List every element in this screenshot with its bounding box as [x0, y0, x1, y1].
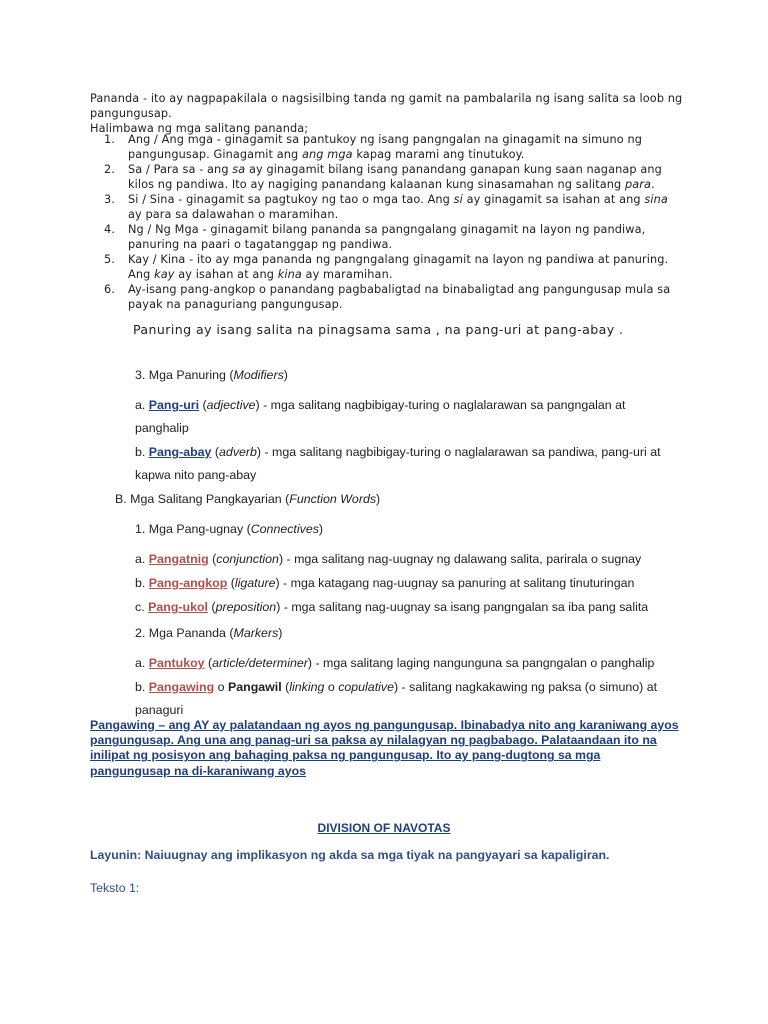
item-text: (: [204, 656, 213, 670]
pang-ukol-definition: [135, 600, 648, 614]
list-text: .: [651, 178, 655, 191]
item-text: o: [324, 680, 339, 694]
list-number: 3.: [104, 193, 115, 206]
pangatnig-definition: [135, 552, 641, 566]
list-item: [90, 252, 680, 282]
heading-text: ): [278, 626, 283, 640]
pangatnig-link[interactable]: Pangatnig: [148, 552, 209, 566]
list-text: kapag marami ang tinutukoy.: [352, 148, 525, 161]
item-letter: a.: [135, 656, 149, 670]
layunin-text: Layunin: Naiuugnay ang implikasyon ng akda sa mga tiyak na pangyayari sa kapaligiran.: [90, 848, 610, 862]
heading-text: 2. Mga Pananda (: [135, 626, 234, 640]
list-text: ay maramihan.: [301, 268, 393, 281]
item-letter: b.: [135, 680, 149, 694]
heading-text: ): [283, 368, 288, 382]
heading-text: ): [376, 492, 381, 506]
list-emphasis: ang mga: [302, 148, 353, 161]
list-text: Sa / Para sa - ang: [128, 163, 233, 176]
list-item: [90, 162, 680, 192]
list-text: ay ginagamit sa isahan at ang: [462, 193, 645, 206]
item-text: ) - mga salitang nagbibigay-turing o naglalarawan sa pandiwa, pang-uri at: [256, 445, 661, 459]
item-emphasis: preposition: [215, 600, 277, 614]
pantukoy-definition: [135, 656, 654, 670]
heading-text: B. Mga Salitang Pangkayarian (: [115, 492, 290, 506]
list-text: ay isahan at ang: [174, 268, 278, 281]
pantukoy-link[interactable]: Pantukoy: [148, 656, 205, 670]
modifiers-heading: [135, 368, 288, 382]
list-text: Ng / Ng Mga - ginagamit bilang pananda sa pangngalang ginagamit na layon ng pandiwa, panuring na paari o tagatanggap ng pandiwa.: [128, 223, 646, 251]
item-text: ) - salitang nagkakawing ng paksa (o simuno) at: [393, 680, 658, 694]
list-item: [90, 192, 680, 222]
pananda-definition: Pananda - ito ay nagpapakilala o nagsisilbing tanda ng gamit na pambalarila ng isang salita sa loob ng pangungusap.: [90, 92, 683, 120]
item-letter: b.: [135, 576, 149, 590]
item-text: o: [214, 680, 228, 694]
list-item: [90, 222, 680, 252]
function-words-heading: [115, 492, 380, 506]
item-letter: b.: [135, 445, 149, 459]
list-item: [90, 282, 680, 312]
item-letter: a.: [135, 552, 149, 566]
division-heading: DIVISION OF NAVOTAS: [317, 821, 451, 835]
item-emphasis: ligature: [234, 576, 276, 590]
list-text: ay para sa dalawahan o maramihan.: [128, 208, 339, 221]
pangawing-continuation: panaguri: [135, 703, 184, 717]
item-emphasis: conjunction: [216, 552, 279, 566]
markers-heading: [135, 626, 282, 640]
item-text: (: [207, 600, 216, 614]
heading-emphasis: Function Words: [289, 492, 377, 506]
list-number: 4.: [104, 223, 115, 236]
item-text: ) - mga salitang nagbibigay-turing o naglalarawan sa pangngalan at: [255, 398, 626, 412]
item-text: ) - mga salitang nag-uugnay sa isang pangngalan sa iba pang salita: [276, 600, 649, 614]
heading-text: 1. Mga Pang-ugnay (: [135, 522, 251, 536]
list-number: 5.: [104, 253, 115, 266]
list-item: [90, 132, 680, 162]
item-text: ) - mga katagang nag-uugnay sa panuring at salitang tinuturingan: [275, 576, 635, 590]
item-emphasis: copulative: [338, 680, 394, 694]
list-text: Kay / Kina - ito ay mga pananda ng pangngalang ginagamit na layon ng pandiwa at panuring. Ang: [128, 253, 669, 281]
pananda-list: [90, 132, 680, 312]
heading-emphasis: Connectives: [250, 522, 319, 536]
list-text: Ay-isang pang-angkop o panandang pagbabaligtad na binabaligtad ang pangungusap mula sa payak na panaguriang pangungusap.: [128, 283, 671, 311]
intro-text: [90, 91, 690, 136]
pang-abay-definition: [135, 445, 661, 459]
panuring-note: Panuring ay isang salita na pinagsama sama , na pang-uri at pang-abay .: [133, 322, 624, 337]
item-text: (: [227, 576, 235, 590]
item-text: ) - mga salitang nag-uugnay ng dalawang salita, parirala o sugnay: [278, 552, 642, 566]
item-letter: c.: [135, 600, 149, 614]
halimbawa-heading: Halimbawa ng mga salitang pananda;: [90, 122, 309, 135]
item-emphasis: article/determiner: [212, 656, 308, 670]
item-emphasis: adverb: [219, 445, 257, 459]
teksto-label: Teksto 1:: [90, 881, 140, 895]
item-text: (: [208, 552, 217, 566]
connectives-heading: [135, 522, 323, 536]
list-number: 2.: [104, 163, 115, 176]
pang-ukol-link[interactable]: Pang-ukol: [148, 600, 208, 614]
pangawing-definition: [135, 680, 657, 694]
heading-emphasis: Markers: [233, 626, 279, 640]
item-emphasis: adjective: [206, 398, 256, 412]
pang-angkop-link[interactable]: Pang-angkop: [148, 576, 228, 590]
list-emphasis: si: [453, 193, 463, 206]
list-number: 1.: [104, 133, 115, 146]
pang-uri-continuation: panghalip: [135, 421, 189, 435]
item-text: ) - mga salitang laging nangunguna sa pangngalan o panghalip: [307, 656, 655, 670]
list-emphasis: para: [625, 178, 652, 191]
heading-text: 3. Mga Panuring (: [135, 368, 234, 382]
heading-emphasis: Modifiers: [233, 368, 284, 382]
heading-text: ): [318, 522, 324, 536]
pangawil-term: Pangawil: [227, 680, 282, 694]
list-emphasis: sina: [644, 193, 668, 206]
item-letter: a.: [135, 398, 149, 412]
list-text: ay ginagamit bilang isang panandang ganapan kung saan naganap ang kilos ng pandiwa. Ito ay nagiging panandang kalaanan kung sinasamahan ng salitang: [128, 163, 662, 191]
list-emphasis: kay: [154, 268, 175, 281]
list-emphasis: sa: [232, 163, 246, 176]
pang-abay-continuation: kapwa nito pang-abay: [135, 468, 257, 482]
item-text: (: [199, 398, 207, 412]
pang-abay-link[interactable]: Pang-abay: [148, 445, 212, 459]
list-text: Ang / Ang mga - ginagamit sa pantukoy ng isang pangngalan na ginagamit na simuno ng pangungusap. Ginagamit ang: [128, 133, 643, 161]
pang-angkop-definition: [135, 576, 634, 590]
pangawing-paragraph: Pangawing – ang AY ay palatandaan ng ayos ng pangungusap. Ibinabadya nito ang karaniwang ayos pangungusap. Ang una ang panag-uri sa paksa ay nilalagyan ng pagbabago. Palataandaan ito na inilipat ng posisyon ang bahaging paksa ng pangungusap. Ito ay pang-dugtong sa mga pangungusap na di-karaniwang ayos: [90, 718, 679, 778]
pang-uri-link[interactable]: Pang-uri: [148, 398, 200, 412]
item-text: (: [211, 445, 220, 459]
list-emphasis: kina: [277, 268, 302, 281]
item-emphasis: linking: [289, 680, 325, 694]
list-number: 6.: [104, 283, 115, 296]
pang-uri-definition: [135, 398, 625, 412]
list-text: Si / Sina - ginagamit sa pagtukoy ng tao o mga tao. Ang: [128, 193, 454, 206]
item-text: (: [281, 680, 290, 694]
pangawing-link[interactable]: Pangawing: [148, 680, 215, 694]
